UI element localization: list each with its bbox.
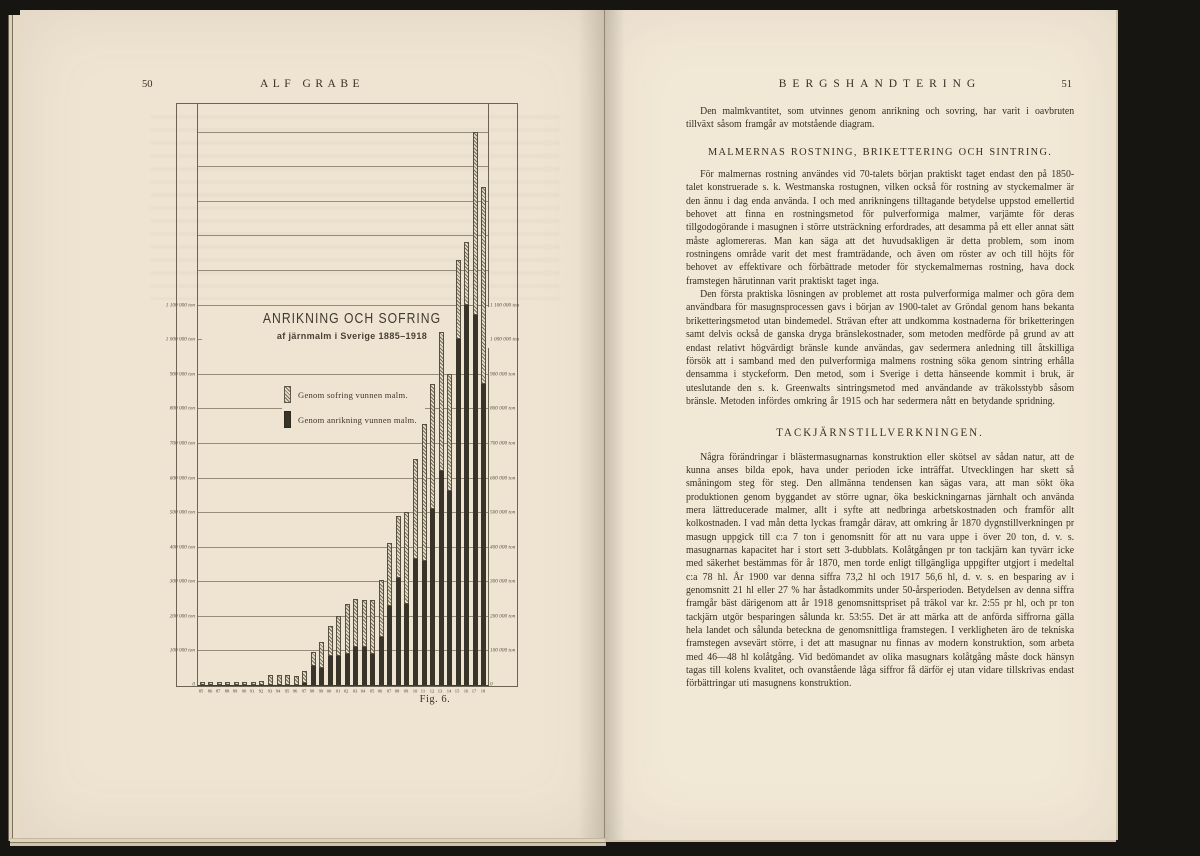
y-tick-label: 100 000 ton: [490, 647, 516, 654]
x-tick-label: 11: [420, 689, 426, 694]
bar-91: [251, 104, 256, 685]
bar-segment-anrikning: [396, 578, 401, 685]
y-tick-label: 900 000 ton: [169, 370, 195, 377]
x-tick-label: 98: [309, 689, 315, 694]
x-tick-label: 00: [326, 689, 332, 694]
x-tick-label: 94: [275, 689, 281, 694]
chart-title: ANRIKNING OCH SOFRING: [262, 311, 442, 327]
page-text: [686, 105, 1074, 691]
bar-segment-sofring: [328, 626, 333, 655]
x-tick-label: 08: [395, 689, 400, 694]
y-axis-labels-right: [488, 104, 518, 686]
x-tick-label: 86: [207, 689, 213, 694]
x-tick-label: 96: [292, 689, 298, 694]
bar-segment-anrikning: [370, 654, 375, 685]
y-tick-label: 600 000 ton: [490, 474, 516, 481]
x-tick-label: 03: [352, 689, 358, 694]
bar-segment-anrikning: [311, 666, 316, 685]
x-tick-label: 14: [446, 689, 451, 694]
bar-10: [413, 104, 418, 685]
x-tick-label: 09: [403, 689, 409, 694]
x-tick-label: 13: [437, 689, 443, 694]
page-edge-stack-bottom: [10, 838, 606, 846]
bar-segment-sofring: [464, 242, 469, 304]
x-tick-label: 07: [386, 689, 392, 694]
bar-12: [430, 104, 435, 685]
y-tick-label: 400 000 ton: [169, 543, 195, 550]
x-tick-label: 12: [429, 689, 434, 694]
bar-segment-sofring: [387, 543, 392, 605]
left-running-head: [20, 78, 604, 90]
y-tick-label: 900 000 ton: [490, 370, 516, 377]
x-tick-label: 04: [361, 689, 366, 694]
bar-segment-sofring: [217, 682, 222, 685]
y-tick-label: 500 000 ton: [490, 509, 516, 515]
legend-label: Genom anrikning vunnen malm.: [298, 414, 417, 425]
bar-segment-sofring: [259, 681, 264, 685]
bar-04: [362, 104, 367, 685]
bar-03: [353, 104, 358, 685]
y-tick-label: 1 100 000 ton: [165, 301, 195, 308]
y-baseline-label: 0: [192, 681, 195, 687]
bar-segment-sofring: [285, 675, 290, 685]
bar-segment-anrikning: [456, 339, 461, 685]
running-title-left: ALF GRABE: [259, 78, 365, 90]
x-tick-label: 95: [284, 689, 289, 694]
x-tick-label: 97: [301, 689, 306, 694]
bar-segment-anrikning: [422, 561, 427, 686]
left-page: [20, 10, 605, 838]
bar-02: [345, 104, 350, 685]
bar-segment-sofring: [473, 132, 478, 315]
bar-segment-sofring: [345, 604, 350, 654]
bar-segment-sofring: [242, 682, 247, 686]
bar-93: [268, 104, 273, 685]
y-tick-label: 500 000 ton: [169, 509, 195, 515]
running-title-right: BERGSHANDTERING: [778, 78, 982, 90]
bar-segment-sofring: [311, 652, 316, 666]
bar-segment-anrikning: [345, 654, 350, 685]
y-tick-label: 700 000 ton: [169, 440, 195, 446]
bar-18: [481, 104, 486, 685]
bar-segment-anrikning: [439, 471, 444, 685]
bar-segment-sofring: [225, 682, 230, 685]
bar-segment-sofring: [251, 682, 256, 686]
bar-segment-sofring: [439, 332, 444, 470]
y-axis-labels-left: [165, 104, 197, 687]
page-number-right: 51: [1061, 79, 1072, 90]
bar-13: [439, 104, 444, 685]
x-tick-label: 99: [318, 689, 323, 694]
y-tick-label: 600 000 ton: [169, 474, 195, 481]
right-running-head: [686, 78, 1074, 93]
bar-segment-anrikning: [353, 647, 358, 685]
bar-segment-anrikning: [413, 559, 418, 685]
chart-figure: [165, 103, 520, 687]
x-tick-label: 16: [463, 689, 468, 694]
bar-segment-anrikning: [430, 509, 435, 685]
bar-segment-sofring: [481, 187, 486, 384]
bar-15: [456, 104, 461, 685]
bar-94: [277, 104, 282, 685]
bar-segment-sofring: [208, 682, 213, 685]
bar-05: [370, 104, 375, 685]
bar-01: [336, 104, 341, 685]
page-number-left: 50: [142, 79, 153, 90]
y-tick-label: 1 100 000 ton: [490, 301, 520, 308]
y-tick-label: 1 000 000 ton: [490, 336, 520, 343]
y-tick-label: 200 000 ton: [169, 612, 195, 619]
bar-segment-sofring: [362, 600, 367, 647]
bar-segment-sofring: [336, 616, 341, 656]
x-tick-label: 05: [369, 689, 375, 694]
x-tick-label: 85: [198, 689, 204, 694]
y-tick-label: 800 000 ton: [490, 405, 516, 412]
bar-segment-sofring: [302, 671, 307, 683]
bar-14: [447, 104, 452, 685]
x-tick-label: 17: [471, 689, 477, 694]
bar-segment-anrikning: [328, 656, 333, 685]
bar-segment-sofring: [379, 580, 384, 637]
x-tick-label: 01: [335, 689, 341, 694]
bar-segment-sofring: [353, 599, 358, 647]
chart-subtitle: af järnmalm i Sverige 1885–1918: [276, 331, 428, 342]
bar-segment-sofring: [430, 384, 435, 509]
bar-segment-sofring: [370, 600, 375, 654]
y-baseline-label: 0: [490, 681, 493, 687]
x-tick-label: 88: [224, 689, 230, 694]
bar-86: [208, 104, 213, 685]
bar-segment-anrikning: [464, 305, 469, 685]
bar-96: [294, 104, 299, 685]
y-tick-label: 400 000 ton: [490, 543, 516, 550]
body-paragraph: Den malmkvantitet, som utvinnes genom anrikning och sovring, har varit i oavbruten tillväxt såsom framgår av motstående diagram.: [686, 106, 1075, 131]
bar-08: [396, 104, 401, 685]
section-heading: MALMERNAS ROSTNING, BRIKETTERING OCH SINTRING.: [707, 145, 1053, 158]
bar-92: [259, 104, 264, 685]
y-tick-label: 300 000 ton: [490, 578, 516, 585]
bar-06: [379, 104, 384, 685]
bar-segment-sofring: [422, 424, 427, 561]
right-text-column: [686, 78, 1074, 691]
bar-97: [302, 104, 307, 685]
page-edge-stack-left: [8, 15, 20, 841]
legend-label: Genom sofring vunnen malm.: [298, 389, 408, 400]
bar-segment-anrikning: [447, 491, 452, 685]
bar-segment-anrikning: [302, 683, 307, 685]
bar-98: [311, 104, 316, 685]
bar-95: [285, 104, 290, 685]
x-tick-label: 89: [233, 689, 238, 694]
x-tick-label: 18: [480, 689, 486, 694]
bar-87: [217, 104, 222, 685]
bar-09: [404, 104, 409, 685]
y-tick-label: 800 000 ton: [169, 405, 195, 412]
x-tick-label: 10: [412, 689, 417, 694]
bar-segment-sofring: [404, 512, 409, 604]
bar-segment-anrikning: [319, 668, 324, 685]
x-tick-label: 15: [454, 689, 460, 694]
x-tick-label: 06: [378, 689, 383, 694]
section-heading: TACKJÄRNSTILLVERKNINGEN.: [776, 427, 984, 440]
bar-07: [387, 104, 392, 685]
body-paragraph: Några förändringar i blästermasugnarnas konstruktion eller skötsel av sådan natur, att de kunna anses bilda epok, hava under perioden icke inträffat. Utvecklingen har skett så småningom steg för steg. Den allmänna tendensen kan sägas vara, att man sökt öka produktionen genom byggandet av större ugnar, öka beskickningarnas järnhalt och använda mera lättreducerade malmer, allt i syfte att nedbringa arbetskostnaden och framför allt kolkostnaden. I vad mån detta lyckas framgår därav, att omkring år 1870 dygnstillverkningen pr masugn uppgick till c:a 7 ton i genomsnitt för att nu vara uppe i över 20 ton, d. v. s. masugnarnas kapacitet har i stort sett 3-dubblats. Kolåtgången pr ton tackjärn kan tyvärr icke med säkerhet bestämmas för år 1870, men torde enligt tillgängliga uppgifter utgjort i medeltal c:a 78 hl. År 1900 var denna siffra 73,2 hl och 1917 56,6 hl, d. v. s. en besparing av i genomsnitt 21 hl eller 27 % har åstadkommits under 50-årsperioden. Betydelsen av denna siffra framgår bäst därigenom att år 1918 genomsnittspriset på träkol var kr. 2:55 pr hl, och pr ton tackjärn utgör besparingen sålunda kr. 53:55. Det är att märka att de anförda siffrorna gälla hela landet och sålunda beteckna de genomsnittliga framstegen. I verkligheten äro de tekniska framstegen avsevärt större, i det att masugnar nu finnas av modern konstruktion, som arbeta med 46—48 hl kolåtgång. Vid bedömandet av olika masugnars kolåtgång måste dock hänsyn tagas till kolens kvalitet, och ovanstående låga siffror få därför ej utan vidare tillskrivas endast förbättringar uti masugnens konstruktion.: [686, 451, 1075, 690]
bar-segment-anrikning: [362, 647, 367, 685]
body-paragraph: Den första praktiska lösningen av problemet att rosta pulverformiga malmer och göra dem användbara för masugnsprocessen gavs i början av 1900-talet av Gröndal genom hans bekanta briketteringsmetod utan bindemedel. Strävan efter att undkomma kostnaderna för briketteringen samt delvis också de ganska dryga bränslekostnader, som metoden medförde på grund av att endast relativt högvärdigt bränsle kunde användas, gav sedermera anledning till åtskilliga försök att i samband med den pulverformiga malmens rostning söka genom sintring erhålla densamma i styckeform. Den metod, som i Sverige i detta hänseende kommit i bruk, är uteslutande den s. k. Greenwalts sintringsmetod med användande av träkolsstybb såsom bränsle. Metoden infördes omkring år 1915 och har sedermera nått en betydande spridning.: [686, 289, 1075, 407]
bar-segment-sofring: [413, 459, 418, 559]
bar-88: [225, 104, 230, 685]
bar-segment-sofring: [294, 676, 299, 685]
x-tick-label: 93: [267, 689, 272, 694]
bar-99: [319, 104, 324, 685]
bar-segment-anrikning: [387, 606, 392, 686]
bar-00: [328, 104, 333, 685]
bar-17: [473, 104, 478, 685]
y-tick-label: 300 000 ton: [169, 578, 195, 585]
bar-16: [464, 104, 469, 685]
y-tick-label: 100 000 ton: [169, 647, 195, 654]
x-tick-label: 90: [241, 689, 247, 694]
body-paragraph: För malmernas rostning användes vid 70-talets början praktiskt taget endast den på 1850-talet konstruerade s. k. Westmanska rostugnen, vilken också för rostning av styckemalmer är den ännu i dag enda använda. I och med anrikningens tilltagande betydelse uppstod emellertid behovet att finna en rostningsmetod för pulverformiga malmer, varjämte för deras tillgodogörande i masugnen i större utsträckning erfordrades, att desamma på ett eller annat sätt måste aglomereras. Man kan säga att det huvudsakligen är detta problem, som inom rostningens område varit det mest framträdande, och även om röster av och till höjts för behovet av effektivare och förbättrade metoder för styckemalmernas rostning, hava dock framstegen härutinnan varit praktiskt taget inga.: [686, 169, 1075, 287]
bar-segment-sofring: [319, 642, 324, 668]
y-tick-label: 1 000 000 ton: [165, 336, 195, 343]
bar-89: [234, 104, 239, 685]
y-tick-label: 200 000 ton: [490, 612, 516, 619]
bar-segment-sofring: [277, 675, 282, 685]
right-page: [605, 10, 1116, 840]
x-tick-label: 02: [343, 689, 349, 694]
bar-segment-anrikning: [473, 315, 478, 685]
figure-caption: Fig. 6.: [419, 694, 451, 705]
x-tick-label: 87: [216, 689, 221, 694]
bar-segment-sofring: [200, 682, 205, 685]
bar-segment-sofring: [456, 260, 461, 340]
bar-85: [200, 104, 205, 685]
chart-bars: [198, 104, 488, 685]
bar-segment-anrikning: [379, 637, 384, 685]
x-tick-label: 91: [250, 689, 255, 694]
y-tick-label: 700 000 ton: [490, 440, 516, 446]
chart-plot: [197, 104, 489, 686]
bar-segment-sofring: [268, 675, 273, 685]
bar-90: [242, 104, 247, 685]
bar-segment-sofring: [234, 682, 239, 686]
bar-11: [422, 104, 427, 685]
bar-segment-sofring: [396, 516, 401, 578]
bar-segment-anrikning: [404, 604, 409, 685]
bar-segment-sofring: [447, 374, 452, 492]
x-tick-label: 92: [258, 689, 264, 694]
bar-segment-anrikning: [336, 656, 341, 685]
bar-segment-anrikning: [481, 384, 486, 685]
